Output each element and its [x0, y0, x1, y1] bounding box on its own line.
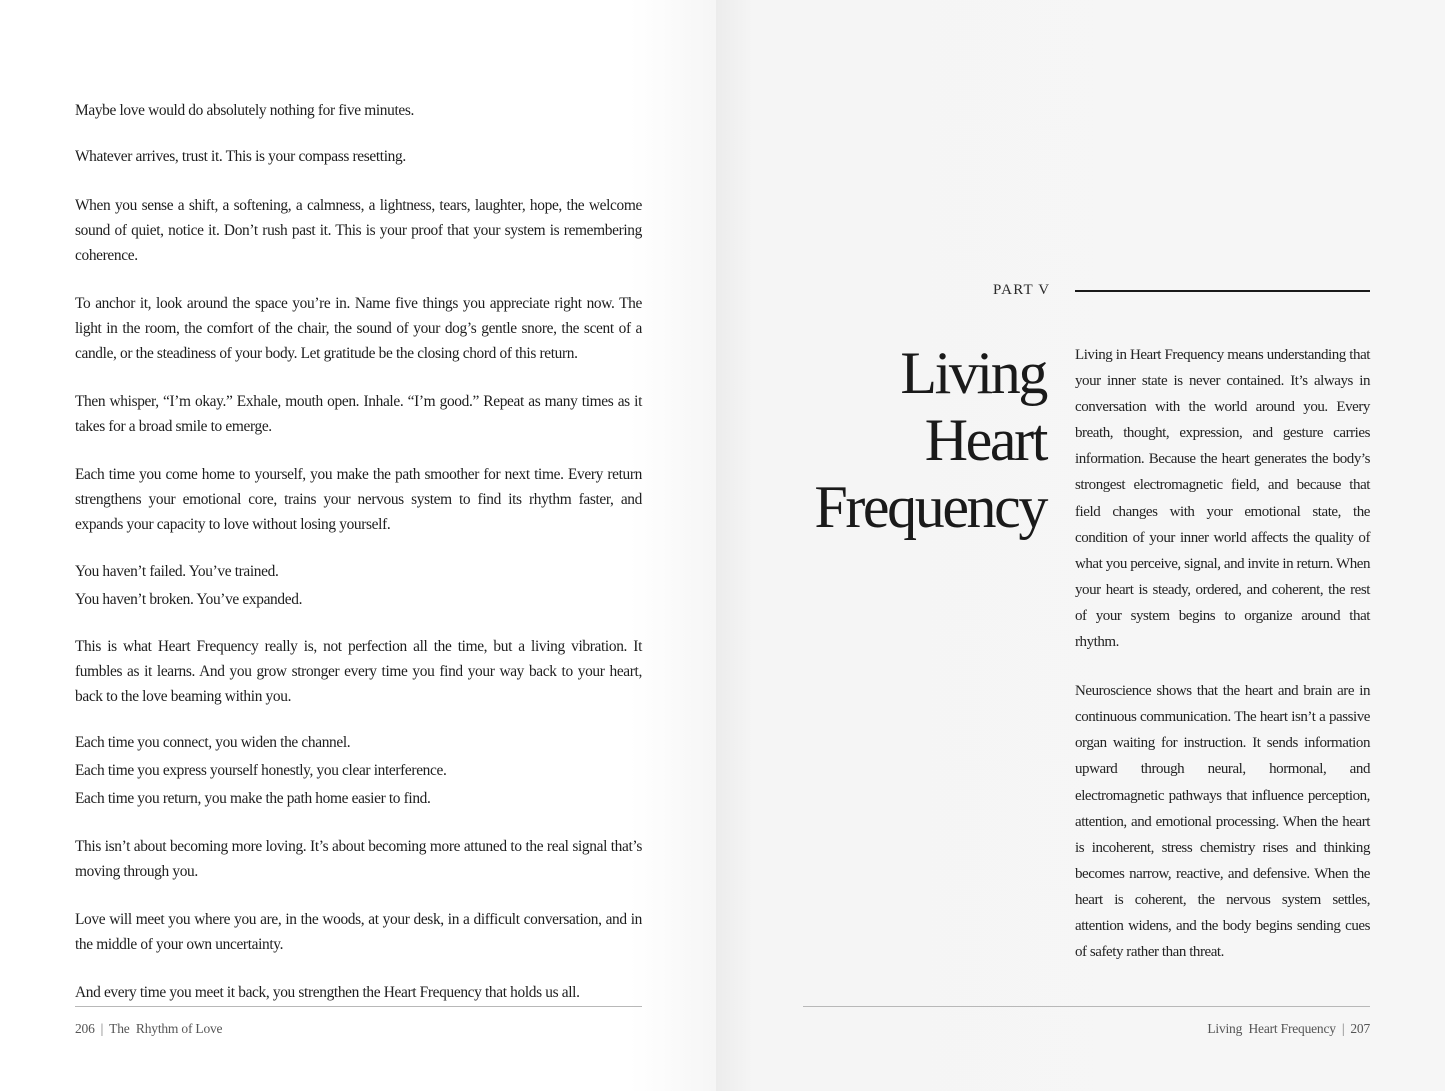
paragraph: Maybe love would do absolutely nothing for five minutes.	[75, 102, 415, 119]
affirmation-line: You haven’t broken. You’ve expanded.	[75, 591, 303, 608]
paragraph: Neuroscience shows that the heart and brain are in continuous communication. The heart isn’t a passive organ waiting for instruction. It sends information upward through neural, hormonal, and electromagnetic pathways that influence perception, attention, and emotional processing. When the heart is incoherent, stress chemistry rises and thinking becomes narrow, reactive, and defensive. When the heart is coherent, the nervous system settles, attention widens, and the body begins sending cues of safety rather than threat.	[1075, 683, 1370, 961]
right-footer	[1207, 1021, 1370, 1037]
left-page-body	[75, 98, 642, 1005]
paragraph: Love will meet you where you are, in the woods, at your desk, in a difficult conversation, and in the middle of your own uncertainty.	[75, 911, 642, 953]
affirmation-line: Each time you connect, you widen the channel.	[75, 734, 351, 751]
running-head: The Rhythm of Love	[109, 1021, 223, 1036]
paragraph: Whatever arrives, trust it. This is your compass resetting.	[75, 148, 406, 165]
footer-rule	[803, 1006, 1370, 1007]
paragraph: Each time you come home to yourself, you make the path smoother for next time. Every return strengthens your emotional core, trains your nervous system to find its rhythm faster, and expands your capacity to love without losing yourself.	[75, 466, 642, 533]
footer-separator: |	[1341, 1021, 1345, 1036]
chapter-title	[790, 340, 1046, 541]
paragraph: This isn’t about becoming more loving. It’s about becoming more attuned to the real signal that’s moving through you.	[75, 838, 642, 880]
paragraph: This is what Heart Frequency really is, not perfection all the time, but a living vibration. It fumbles as it learns. And you grow stronger every time you find your way back to your heart, back to the love beaming within you.	[75, 638, 642, 705]
footer-separator: |	[100, 1021, 104, 1036]
running-head: Living Heart Frequency	[1207, 1021, 1336, 1036]
affirmation-line: Each time you return, you make the path home easier to find.	[75, 790, 431, 807]
part-label: PART V	[993, 282, 1051, 298]
page-number: 207	[1350, 1021, 1370, 1036]
left-footer	[75, 1021, 222, 1037]
paragraph: Then whisper, “I’m okay.” Exhale, mouth open. Inhale. “I’m good.” Repeat as many times as it takes for a broad smile to emerge.	[75, 393, 642, 435]
chapter-title-line: Living	[900, 340, 1046, 406]
chapter-title-line: Frequency	[814, 474, 1046, 540]
page-number: 206	[75, 1021, 95, 1036]
affirmation-line: You haven’t failed. You’ve trained.	[75, 563, 279, 580]
paragraph: When you sense a shift, a softening, a calmness, a lightness, tears, laughter, hope, the welcome sound of quiet, notice it. Don’t rush past it. This is your proof that your system is remembering coherence.	[75, 197, 642, 264]
right-page-body	[1075, 342, 1370, 988]
paragraph: And every time you meet it back, you strengthen the Heart Frequency that holds us all.	[75, 984, 580, 1001]
part-rule	[1075, 290, 1370, 292]
paragraph: To anchor it, look around the space you’re in. Name five things you appreciate right now. The light in the room, the comfort of the chair, the sound of your dog’s gentle snore, the scent of a candle, or the steadiness of your body. Let gratitude be the closing chord of this return.	[75, 295, 642, 362]
paragraph: Living in Heart Frequency means understanding that your inner state is never contained. It’s always in conversation with the world around you. Every breath, thought, expression, and gesture carries information. Because the heart generates the body’s strongest electromagnetic field, and because that field changes with your emotional state, the condition of your inner world affects the quality of what you perceive, signal, and invite in return. When your heart is steady, ordered, and coherent, the rest of your system begins to organize around that rhythm.	[1075, 347, 1370, 651]
chapter-title-line: Heart	[924, 407, 1046, 473]
affirmation-line: Each time you express yourself honestly, you clear interference.	[75, 762, 447, 779]
footer-rule	[75, 1006, 642, 1007]
